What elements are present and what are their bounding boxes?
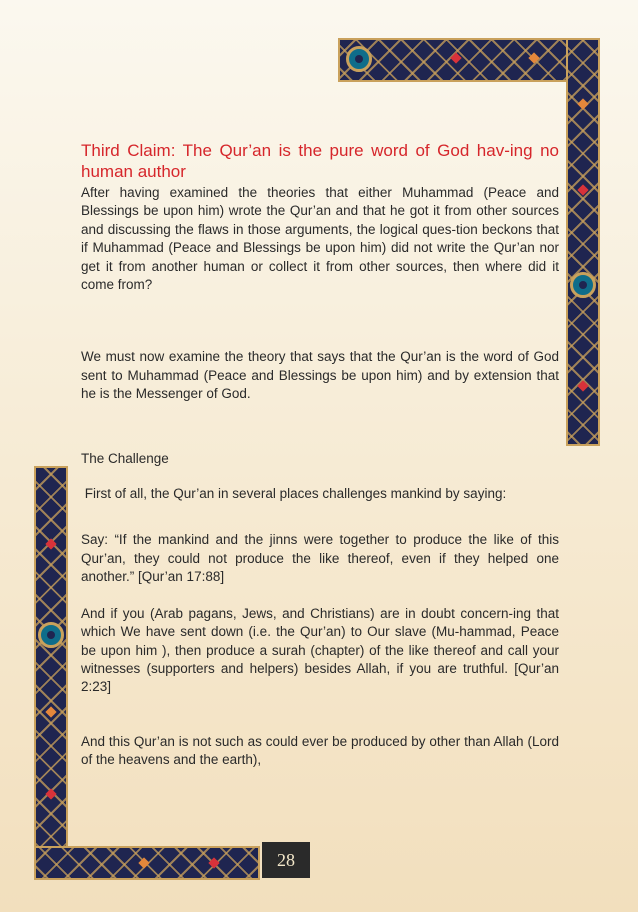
- closing-paragraph: And this Qur’an is not such as could ever be produced by other than Allah (Lord of the heavens and the earth),: [81, 733, 559, 768]
- challenge-intro-paragraph: First of all, the Qur’an in several places challenges mankind by saying:: [81, 486, 507, 502]
- quote-paragraph: And if you (Arab pagans, Jews, and Christians) are in doubt concern-ing that which We have sent down (i.e. the Qur’an) to Our slave (Mu-hammad, Peace be upon him ), then produce a surah (chapter) of the like thereof and call your witnesses (supporters and helpers) besides Allah, if you are truthful. [Qur’an 2:23]: [81, 605, 559, 695]
- quote-paragraph: Say: “If the mankind and the jinns were together to produce the like of this Qur’an, they could not produce the like thereof, even if they helped one another.” [Qur’an 17:88]: [81, 532, 559, 585]
- border-medallion-icon: [346, 46, 372, 72]
- examine-paragraph: We must now examine the theory that says that the Qur’an is the word of God sent to Muhammad (Peace and Blessings be upon him) and by extension that he is the Messenger of God.: [81, 349, 559, 402]
- border-medallion-icon: [38, 622, 64, 648]
- page-title: Third Claim: The Qur’an is the pure word of God hav-ing no human author: [81, 141, 559, 181]
- content-column: [81, 140, 559, 770]
- border-medallion-icon: [570, 272, 596, 298]
- page-number: 28: [262, 842, 310, 878]
- intro-paragraph: After having examined the theories that either Muhammad (Peace and Blessings be upon him) wrote the Qur’an and that he got it from other sources and discussing the flaws in those arguments, the logical ques-tion beckons that if Muhammad (Peace and Blessings be upon him) did not write the Qur’an nor get it from another human or collect it from other sources, then where did it come from?: [81, 185, 559, 293]
- border-top-band: [338, 38, 600, 82]
- section-heading: The Challenge: [81, 450, 169, 466]
- border-left-band: [34, 466, 68, 880]
